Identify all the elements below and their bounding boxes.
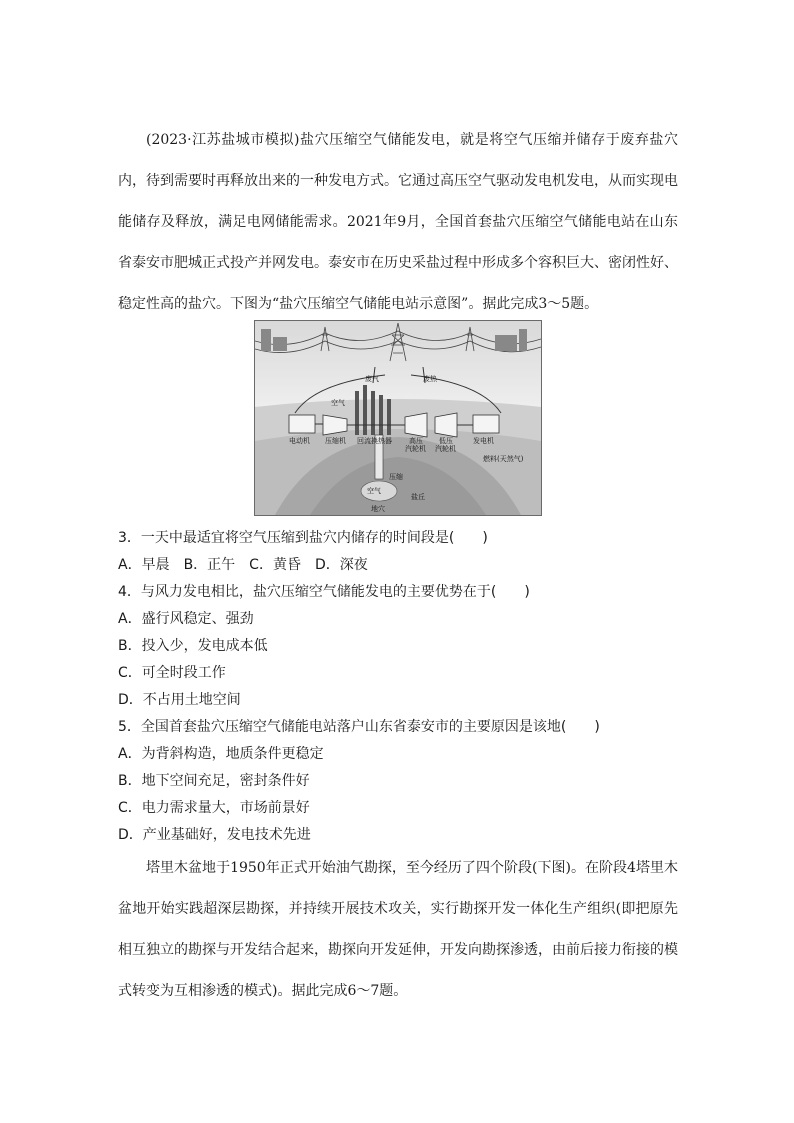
label-compressed-2: 空气: [367, 487, 381, 495]
sky-area: [255, 321, 541, 407]
label-cavern: 地穴: [371, 505, 385, 513]
q4-option-d: D．不占用土地空间: [118, 692, 241, 708]
label-heat-exchanger: 回流换热器: [357, 437, 392, 445]
intro-paragraph-tarim: 塔里木盆地于1950年正式开始油气勘探，至今经历了四个阶段(下图)。在阶段4塔里木盆地开始实践超深层勘探，并持续开展技术攻关，实行勘探开发一体化生产组织(即把原先相互独立的勘探与开发结合起来，勘探向开发延伸，开发向勘探渗透，由前后接力衔接的模式转变为互相渗透的模式)。据此完成6～7题。: [118, 860, 678, 999]
q4-stem: 4．与风力发电相比，盐穴压缩空气储能发电的主要优势在于( ): [118, 584, 530, 600]
label-motor: 电动机: [289, 437, 310, 445]
q5-option-c: C．电力需求量大，市场前景好: [118, 800, 310, 816]
intro-paragraph-salt-cavern: (2023·江苏盐城市模拟)盐穴压缩空气储能发电，就是将空气压缩并储存于废弃盐穴内，待到需要时再释放出来的一种发电方式。它通过高压空气驱动发电机发电，从而实现电能储存及释放，满足电网储能需求。2021年9月，全国首套盐穴压缩空气储能电站在山东省泰安市肥城正式投产并网发电。泰安市在历史采盐过程中形成多个容积巨大、密闭性好、稳定性高的盐穴。下图为“盐穴压缩空气储能电站示意图”。据此完成3～5题。: [118, 132, 678, 312]
q5-stem: 5．全国首套盐穴压缩空气储能电站落户山东省泰安市的主要原因是该地( ): [118, 719, 600, 735]
label-generator: 发电机: [473, 437, 494, 445]
label-hp-turbine-1: 高压: [409, 437, 423, 445]
q5-option-b: B．地下空间充足，密封条件好: [118, 773, 310, 789]
label-waste-heat: 废热: [423, 375, 437, 383]
q5-option-d: D．产业基础好，发电技术先进: [118, 827, 311, 843]
label-exhaust: 废气: [365, 375, 379, 383]
label-lp-turbine-1: 低压: [439, 437, 453, 445]
q3-options: A．早晨 B．正午 C．黄昏 D．深夜: [118, 557, 368, 573]
label-compressor: 压缩机: [325, 437, 346, 445]
label-lp-turbine-2: 汽轮机: [435, 445, 456, 453]
generator-box: [473, 415, 499, 433]
hp-turbine-shape: [405, 413, 427, 437]
label-hp-turbine-2: 汽轮机: [405, 445, 426, 453]
q4-option-c: C．可全时段工作: [118, 665, 226, 681]
q4-option-a: A．盛行风稳定、强劲: [118, 611, 254, 627]
q3-stem: 3．一天中最适宜将空气压缩到盐穴内储存的时间段是( ): [118, 530, 488, 546]
compressor-shape: [323, 415, 347, 435]
q5-option-a: A．为背斜构造，地质条件更稳定: [118, 746, 324, 762]
label-air: 空气: [331, 399, 345, 407]
label-fuel: 燃料(天然气): [483, 455, 524, 463]
label-salt-dome: 盐丘: [411, 493, 425, 501]
motor-box: [289, 415, 315, 433]
lp-turbine-shape: [435, 413, 457, 437]
q4-option-b: B．投入少，发电成本低: [118, 638, 268, 654]
salt-cavern-storage-diagram: [254, 320, 542, 516]
diagram-svg: [255, 321, 541, 515]
label-compressed-1: 压缩: [389, 473, 403, 481]
